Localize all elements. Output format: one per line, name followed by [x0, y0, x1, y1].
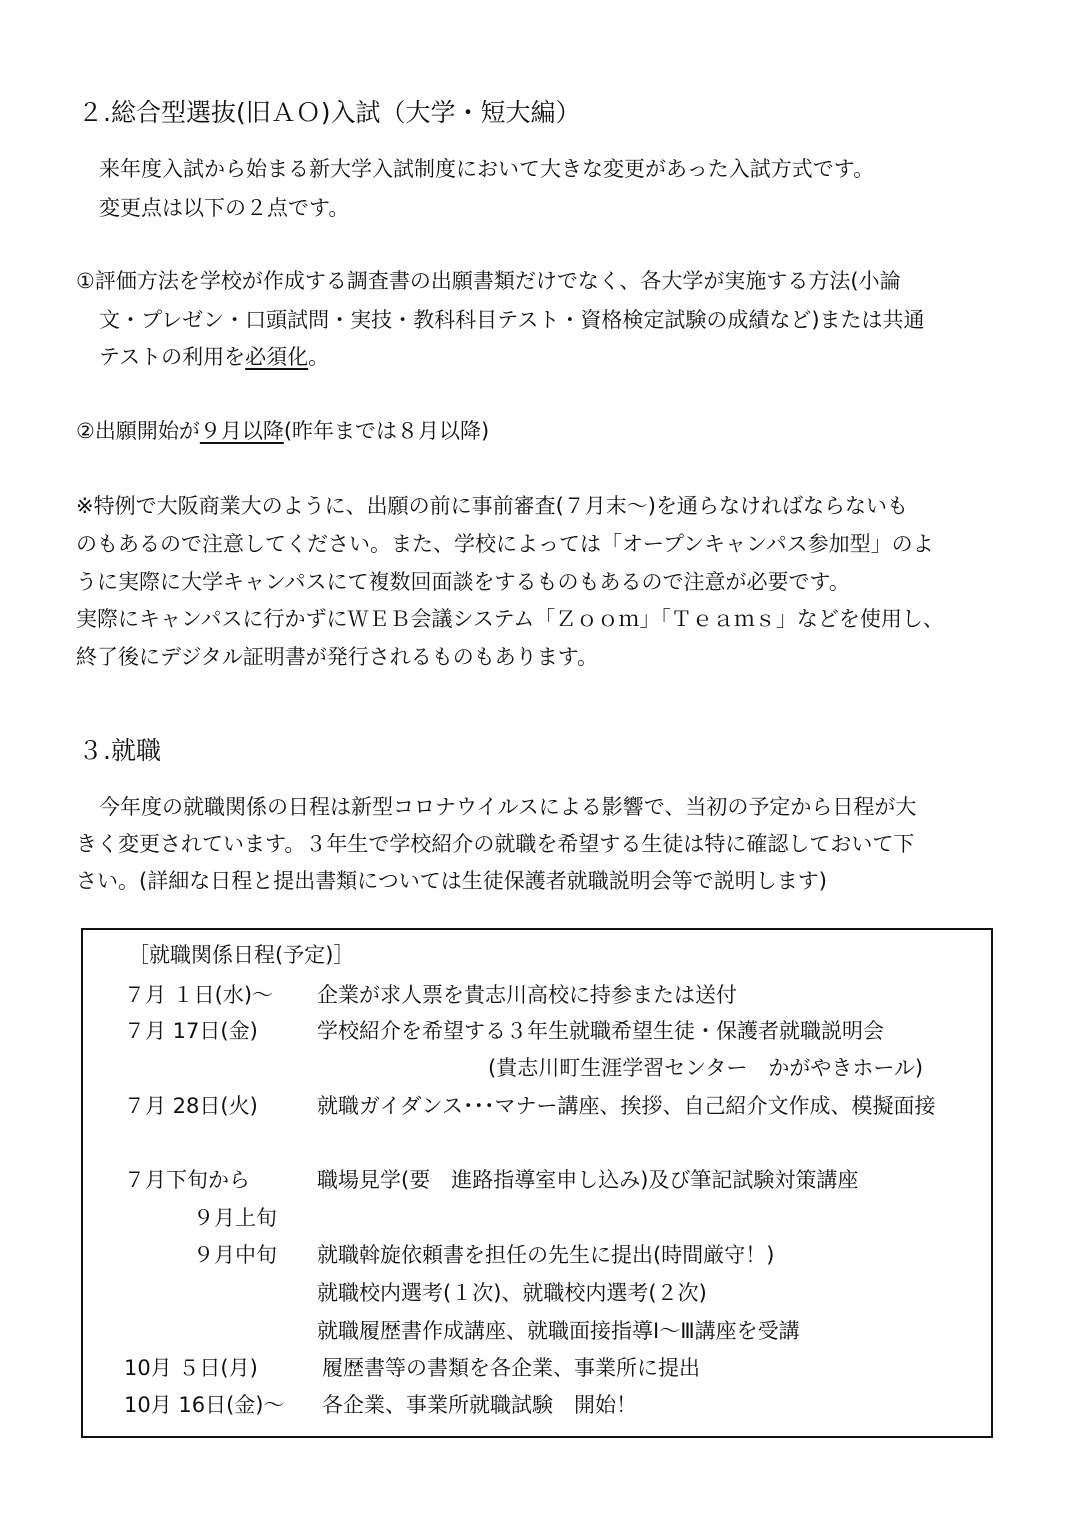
section3-intro-line: 今年度の就職関係の日程は新型コロナウイルスによる影響で、当初の予定から日程が大	[99, 795, 917, 819]
note-line: のもあるので注意してください。また、学校によっては「オープンキャンパス参加型」のよ	[76, 532, 934, 556]
schedule-date: 10月 16日(金)～	[124, 1393, 285, 1417]
section2-intro-line: 変更点は以下の２点です。	[99, 196, 350, 220]
point2-line	[76, 419, 489, 444]
schedule-event: 学校紹介を希望する３年生就職希望生徒・保護者就職説明会	[317, 1019, 884, 1043]
schedule-event: 就職斡旋依頼書を担任の先生に提出(時間厳守！)	[317, 1243, 775, 1267]
schedule-event: 履歴書等の書類を各企業、事業所に提出	[322, 1356, 700, 1380]
point1-text: テストの利用を	[99, 345, 246, 369]
section3-heading: ３.就職	[78, 736, 161, 765]
note-line: うに実際に大学キャンパスにて複数回面談をするものもあるので注意が必要です。	[76, 570, 850, 594]
schedule-date: ９月上旬	[193, 1206, 277, 1230]
schedule-event: 就職履歴書作成講座、就職面接指導Ⅰ～Ⅲ講座を受講	[317, 1319, 800, 1343]
schedule-date: ７月 17日(金)	[124, 1019, 258, 1043]
schedule-event: 各企業、事業所就職試験 開始！	[322, 1393, 637, 1417]
section3-intro-line: さい。(詳細な日程と提出書類については生徒保護者就職説明会等で説明します)	[76, 869, 827, 893]
note-line: 終了後にデジタル証明書が発行されるものもあります。	[76, 645, 599, 669]
point1-emphasis: 必須化	[245, 345, 309, 369]
point1-line: 文・プレゼン・口頭試問・実技・教科科目テスト・資格検定試験の成績など)または共通	[99, 308, 925, 332]
schedule-date: ７月 28日(火)	[124, 1094, 258, 1118]
point2-emphasis: ９月以降	[199, 419, 284, 443]
schedule-event: (貴志川町生涯学習センター かがやきホール)	[488, 1056, 924, 1080]
point1-text: 。	[308, 345, 330, 369]
note-line: 実際にキャンパスに行かずにＷＥＢ会議システム「Ｚｏｏｍ」「Ｔｅａｍｓ」などを使用し、	[76, 607, 944, 631]
schedule-event: 就職校内選考(１次)、就職校内選考(２次)	[317, 1281, 707, 1305]
section2-heading: ２.総合型選抜(旧ＡＯ)入試（大学・短大編）	[78, 98, 581, 127]
section3-intro-line: きく変更されています。３年生で学校紹介の就職を希望する生徒は特に確認しておいて下	[76, 832, 915, 856]
schedule-event: 企業が求人票を貴志川高校に持参または送付	[317, 983, 737, 1007]
point2-text: (昨年までは８月以降)	[283, 419, 490, 443]
point2-text: ②出願開始が	[76, 419, 200, 443]
point1-line: ①評価方法を学校が作成する調査書の出願書類だけでなく、各大学が実施する方法(小論	[76, 269, 901, 293]
schedule-date: 10月 ５日(月)	[124, 1356, 258, 1380]
schedule-date: ７月下旬から	[124, 1168, 250, 1192]
schedule-event: 就職ガイダンス･･･マナー講座、挨拶、自己紹介文作成、模擬面接	[317, 1094, 936, 1118]
schedule-event: 職場見学(要 進路指導室申し込み)及び筆記試験対策講座	[317, 1168, 859, 1192]
schedule-date: ９月中旬	[193, 1243, 277, 1267]
point1-line	[99, 345, 329, 370]
schedule-date: ７月 １日(水)～	[124, 983, 274, 1007]
schedule-title: ［就職関係日程(予定)］	[128, 943, 355, 967]
note-line: ※特例で大阪商業大のように、出願の前に事前審査(７月末～)を通らなければならないも	[76, 494, 908, 518]
section2-intro-line: 来年度入試から始まる新大学入試制度において大きな変更があった入試方式です。	[99, 157, 875, 181]
